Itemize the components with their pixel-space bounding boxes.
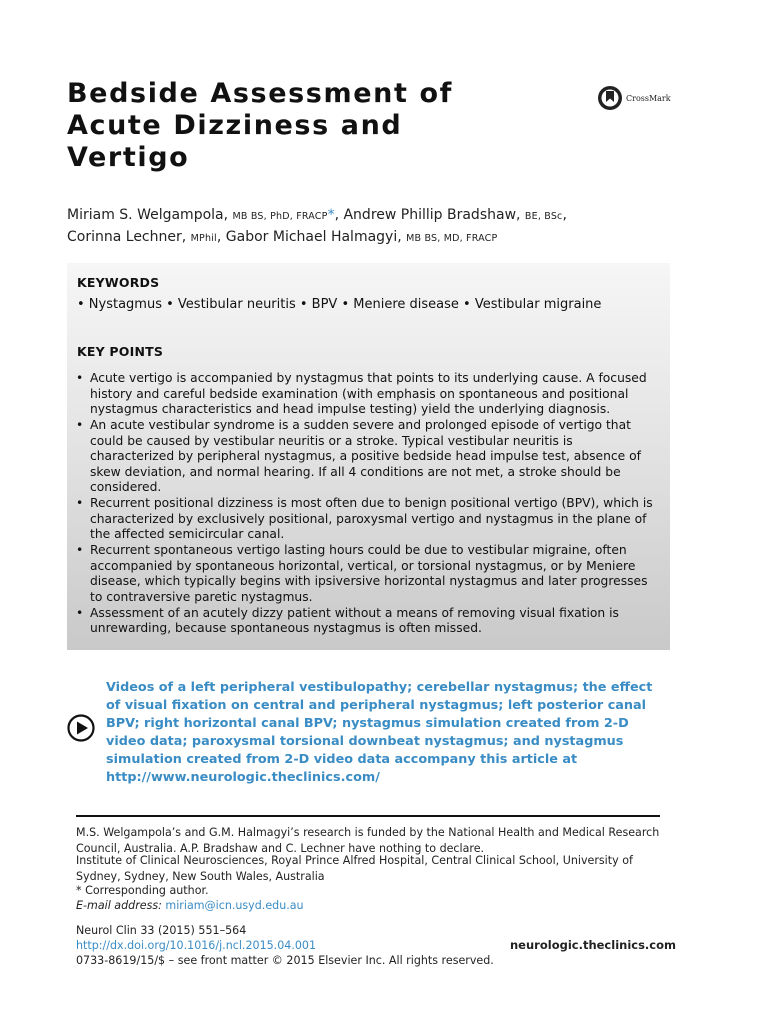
email-line <box>76 898 676 914</box>
key-points-box <box>67 263 670 650</box>
author-name: Corinna Lechner, <box>67 229 187 245</box>
crossmark-badge[interactable] <box>597 85 671 111</box>
crossmark-icon <box>597 85 623 111</box>
corresponding-author-note: * Corresponding author. <box>76 884 209 897</box>
doi-link[interactable]: http://dx.doi.org/10.1016/j.ncl.2015.04.001 <box>76 939 317 952</box>
author-degrees: MPhil <box>190 233 217 244</box>
crossmark-label: CrossMark <box>626 93 671 103</box>
key-point-item: • Recurrent spontaneous vertigo lasting hours could be due to vestibular migraine, often accompanied by spontaneous horizontal, vertical, or torsional nystagmus, or by Meniere disease, which typically begins with ipsiversive horizontal nystagmus and later progresses to contraversive paretic nystagmus. <box>75 543 653 605</box>
key-point-item: • Assessment of an acutely dizzy patient without a means of removing visual fixation is unrewarding, because spontaneous nystagmus is often missed. <box>75 606 653 637</box>
doi-line <box>76 938 496 954</box>
title-line: Acute Dizziness and <box>67 110 403 141</box>
title-line: Bedside Assessment of <box>67 78 453 109</box>
author-name: Miriam S. Welgampola, <box>67 207 229 223</box>
author-degrees: MB BS, PhD, FRACP <box>232 211 328 222</box>
key-point-item: • An acute vestibular syndrome is a sudden severe and prolonged episode of vertigo that could be caused by vestibular neuritis or a stroke. Typical vestibular neuritis is characterized by peripheral nystagmus, a positive bedside head impulse test, absence of skew deviation, and normal hearing. If all 4 conditions are not met, a stroke should be considered. <box>75 418 653 496</box>
key-points-heading: KEY POINTS <box>77 344 164 359</box>
corresponding-marker[interactable]: * <box>327 207 335 223</box>
copyright-line: 0733-8619/15/$ – see front matter © 2015 Elsevier Inc. All rights reserved. <box>76 954 494 967</box>
journal-reference: Neurol Clin 33 (2015) 551–564 <box>76 924 247 937</box>
author-list: Miriam S. Welgampola, MB BS, PhD, FRACP*, Andrew Phillip Bradshaw, BE, BSc, Corinna Lechner, MPhil, Gabor Michael Halmagyi, MB BS, MD, FRACP <box>67 207 567 245</box>
email-link[interactable]: miriam@icn.usyd.edu.au <box>165 899 304 912</box>
journal-site[interactable]: neurologic.theclinics.com <box>510 938 676 952</box>
email-label: E-mail address: <box>76 899 162 912</box>
key-point-item: • Recurrent positional dizziness is most often due to benign positional vertigo (BPV), which is characterized by exclusively positional, paroxysmal vertigo and nystagmus in the plane of the affected semicircular canal. <box>75 496 653 543</box>
video-supplement-note[interactable]: Videos of a left peripheral vestibulopathy; cerebellar nystagmus; the effect of visual fixation on central and peripheral nystagmus; left posterior canal BPV; right horizontal canal BPV; nystagmus simulation created from 2-D video data; paroxysmal torsional downbeat nystagmus; and nystagmus simulation created from 2-D video data accompany this article at http://www.neurologic.theclinics.com/ <box>106 680 653 785</box>
title-line: Vertigo <box>67 142 190 173</box>
keywords-list: • Nystagmus • Vestibular neuritis • BPV • Meniere disease • Vestibular migraine <box>77 297 602 312</box>
keywords-heading: KEYWORDS <box>77 275 160 290</box>
funding-note: M.S. Welgampola’s and G.M. Halmagyi’s research is funded by the National Health and Medical Research Council, Australia. A.P. Bradshaw and C. Lechner have nothing to declare. <box>76 826 660 855</box>
footnote-divider <box>76 815 660 817</box>
institution-note: Institute of Clinical Neurosciences, Royal Prince Alfred Hospital, Central Clinical School, University of Sydney, Sydney, New South Wales, Australia <box>76 854 633 883</box>
play-video-icon[interactable] <box>67 714 95 742</box>
author-name: Andrew Phillip Bradshaw, <box>343 207 521 223</box>
author-degrees: BE, BSc <box>524 211 563 222</box>
key-points-list <box>75 371 653 637</box>
article-title <box>67 78 547 174</box>
author-degrees: MB BS, MD, FRACP <box>406 233 498 244</box>
author-name: Gabor Michael Halmagyi, <box>225 229 402 245</box>
key-point-item: • Acute vertigo is accompanied by nystagmus that points to its underlying cause. A focused history and careful bedside examination (with emphasis on spontaneous and positional nystagmus characteristics and head impulse testing) yield the underlying diagnosis. <box>75 371 653 418</box>
